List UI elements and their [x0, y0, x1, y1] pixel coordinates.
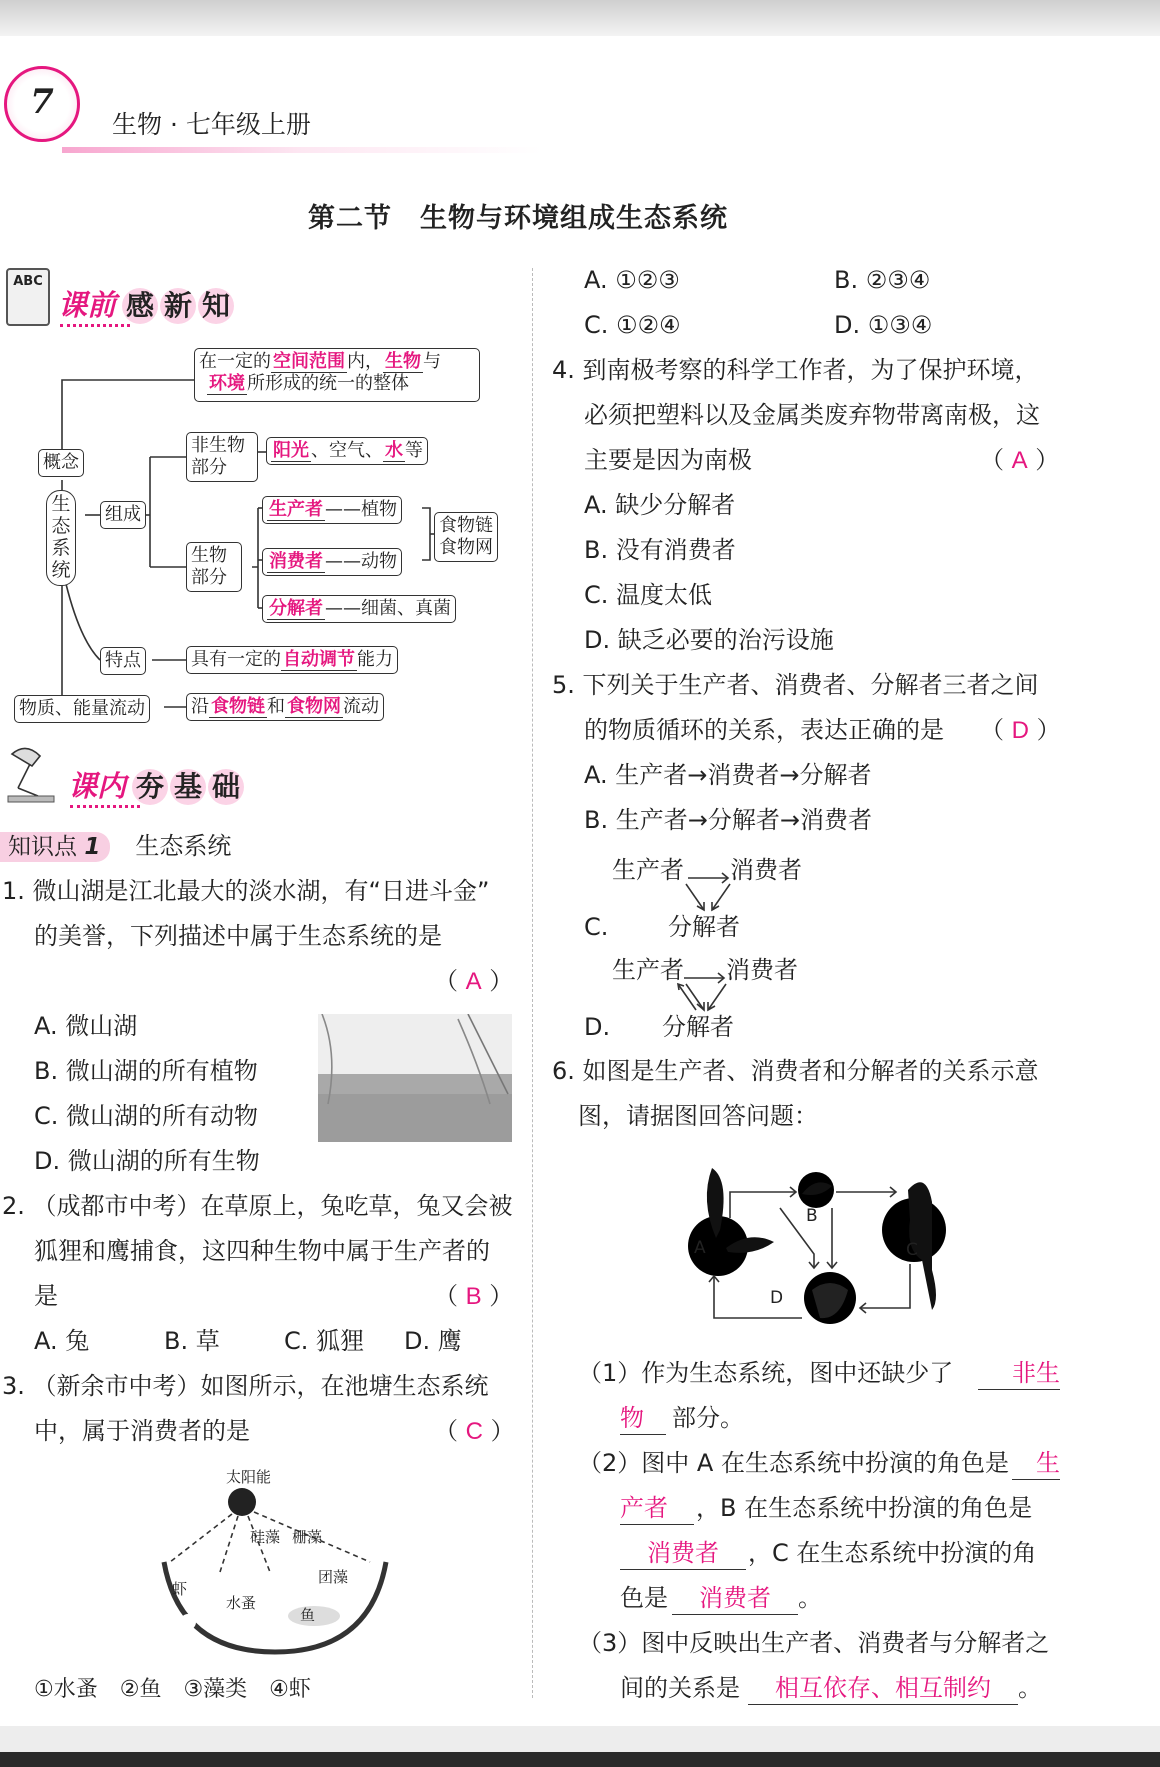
- banner-preview-a: 课前: [58, 288, 117, 322]
- q5d-decomposer: 分解者: [662, 1013, 734, 1041]
- map-root-label: 生态系统: [51, 493, 71, 581]
- pond-label-daphnia: 水蚤: [226, 1594, 257, 1612]
- map-flow-blank2: 食物网: [287, 696, 341, 717]
- map-root: [46, 490, 76, 586]
- q4-line3: 主要是因为南极: [584, 446, 752, 474]
- map-feature-2: 能力: [357, 649, 393, 670]
- q5d-arrows: [676, 968, 736, 1018]
- q6-p2-ans2: [620, 1493, 694, 1525]
- q1-line1: 1. 微山湖是江北最大的淡水湖，有“日进斗金”: [2, 877, 490, 905]
- q3-answer-letter: C: [465, 1418, 483, 1445]
- banner-class-dots: [70, 805, 140, 808]
- q5-answer-letter: D: [1011, 717, 1029, 744]
- q6-p2-ans1: [1012, 1448, 1060, 1480]
- map-chain: 食物链: [439, 515, 493, 536]
- pond-label-a1: 硅藻: [250, 1528, 281, 1546]
- map-abiotic: [186, 432, 258, 482]
- map-biotic: [186, 542, 242, 592]
- q3-choice-b: B. ②③④: [834, 266, 931, 294]
- q6-p1b: 部分。: [672, 1404, 744, 1432]
- q4-answer: （ A ）: [980, 446, 1060, 474]
- q6-p2e: 。: [798, 1584, 822, 1612]
- q6-p2c: ，C 在生态系统中扮演的角: [748, 1539, 1037, 1567]
- banner-class: [68, 764, 246, 805]
- q4-option-c: C. 温度太低: [584, 581, 713, 609]
- pond-label-sun: 太阳能: [226, 1468, 272, 1486]
- lake-photo: [318, 1014, 512, 1142]
- kp-num: 1: [84, 834, 101, 860]
- q5-line1: 5. 下列关于生产者、消费者、分解者三者之间: [552, 671, 1039, 699]
- map-def-blank3: 环境: [209, 373, 245, 394]
- q6-p1-ans1-text: 非生: [1012, 1360, 1060, 1387]
- map-feature-desc: [186, 646, 398, 674]
- map-def-4: 所形成的统一的整体: [247, 373, 409, 394]
- map-concept: 概念: [38, 449, 84, 477]
- map-flow: 物质、能量流动: [14, 695, 150, 723]
- q6-fig-label-b: B: [806, 1206, 818, 1226]
- q6-p1a: （1）作为生态系统，图中还缺少了: [578, 1359, 954, 1387]
- map-flow-mid: 和: [267, 696, 285, 717]
- map-abiotic-label: 非生物部分: [191, 435, 245, 478]
- map-def-2: 内，: [347, 351, 383, 372]
- banner-class-a: 课内: [68, 769, 127, 803]
- map-def-box: [194, 348, 480, 402]
- map-flow-1: 沿: [191, 696, 209, 717]
- q4-line1: 4. 到南极考察的科学工作者，为了保护环境，: [552, 356, 1039, 384]
- banner-preview-b3: 知: [198, 288, 234, 324]
- q5-option-c: C.: [584, 913, 609, 941]
- banner-class-b3: 础: [208, 769, 244, 805]
- q3-answer: （ C ）: [434, 1417, 515, 1445]
- q6-p3b: 间的关系是: [620, 1674, 740, 1702]
- map-abiotic-blank1: 阳光: [273, 440, 309, 461]
- q4-answer-letter: A: [1011, 447, 1028, 474]
- q2-line2: 狐狸和鹰捕食，这四种生物中属于生产者的: [34, 1237, 490, 1265]
- q6-p2d: 色是: [620, 1584, 668, 1612]
- q6-p1-ans2: [620, 1403, 666, 1435]
- map-abiotic-mid: 、空气、: [311, 440, 383, 461]
- q5c-decomposer: 分解者: [668, 913, 740, 941]
- banner-preview-b1: 感: [122, 288, 158, 324]
- q6-p2-ans3-text: 消费者: [647, 1540, 719, 1567]
- q6-p3-ans-text: 相互依存、相互制约: [775, 1675, 991, 1702]
- lamp-icon: [4, 742, 60, 804]
- q6-fig-label-d: D: [770, 1288, 784, 1308]
- q6-p2-ans4-text: 消费者: [699, 1585, 771, 1612]
- q5-answer: （ D ）: [980, 716, 1061, 744]
- map-def-1: 在一定的: [199, 351, 271, 372]
- q6-line2: 图，请据图回答问题：: [578, 1102, 818, 1130]
- q6-p1-ans2-text: 物: [620, 1405, 644, 1432]
- q2-option-d: D. 鹰: [404, 1327, 462, 1355]
- q5c-consumer: 消费者: [730, 856, 802, 884]
- map-def-blank2: 生物: [385, 351, 421, 372]
- q5c-producer: 生产者: [612, 856, 684, 884]
- knowledge-point: [0, 826, 231, 861]
- section-title: 第二节 生物与环境组成生态系统: [308, 203, 728, 234]
- banner-class-b1: 夯: [132, 769, 168, 805]
- map-consumer-label: 消费者: [269, 551, 323, 572]
- map-web: 食物网: [439, 537, 493, 558]
- map-abiotic-blank2: 水: [385, 440, 403, 461]
- q1-option-d: D. 微山湖的所有生物: [34, 1147, 260, 1175]
- q6-p1-ans1: [978, 1358, 1060, 1390]
- map-composition: 组成: [100, 501, 146, 529]
- banner-preview-b2: 新: [160, 288, 196, 324]
- q6-p2-ans4: [672, 1583, 798, 1615]
- q6-p2-ans3: [620, 1538, 746, 1570]
- q6-p2b: ，B 在生态系统中扮演的角色是: [696, 1494, 1033, 1522]
- map-flow-blank1: 食物链: [211, 696, 265, 717]
- q4-line2: 必须把塑料以及金属类废弃物带离南极，这: [584, 401, 1040, 429]
- q1-answer-letter: A: [465, 968, 482, 995]
- map-feature: 特点: [100, 647, 146, 675]
- map-producer-label: 生产者: [269, 499, 323, 520]
- q2-option-a: A. 兔: [34, 1327, 90, 1355]
- q6-p2-ans2-text: 产者: [620, 1495, 668, 1522]
- q1-option-c: C. 微山湖的所有动物: [34, 1102, 259, 1130]
- q6-p3c: 。: [1018, 1674, 1042, 1702]
- q5d-producer: 生产者: [612, 956, 684, 984]
- q6-fig-label-c: C: [906, 1240, 918, 1260]
- q3-choice-d: D. ①③④: [834, 311, 933, 339]
- pond-label-shrimp: 虾: [172, 1580, 188, 1598]
- q4-option-d: D. 缺乏必要的治污设施: [584, 626, 834, 654]
- q3-line1: 3. （新余市中考）如图所示，在池塘生态系统: [2, 1372, 489, 1400]
- q5d-consumer: 消费者: [726, 956, 798, 984]
- bottom-bar: [0, 1752, 1160, 1767]
- map-def-3: 与: [423, 351, 441, 372]
- q5c-arrows: [680, 868, 740, 918]
- pond-label-a2: 栅藻: [292, 1528, 323, 1546]
- q6-p2-ans1-text: 生: [1036, 1450, 1060, 1477]
- map-chain-web: [434, 512, 498, 562]
- q5-option-d: D.: [584, 1013, 611, 1041]
- q3-line2: 中，属于消费者的是: [34, 1417, 250, 1445]
- map-consumer: [262, 548, 402, 576]
- map-decomposer-ex: ——细菌、真菌: [325, 598, 451, 619]
- banner-class-b2: 基: [170, 769, 206, 805]
- q2-option-c: C. 狐狸: [284, 1327, 365, 1355]
- q6-line1: 6. 如图是生产者、消费者和分解者的关系示意: [552, 1057, 1039, 1085]
- q2-line1: 2. （成都市中考）在草原上，兔吃草，兔又会被: [2, 1192, 513, 1220]
- q3-options: ①水蚤 ②鱼 ③藻类 ④虾: [34, 1677, 311, 1702]
- q6-p3-ans: [748, 1673, 1018, 1705]
- q1-option-a: A. 微山湖: [34, 1012, 138, 1040]
- pond-label-fish: 鱼: [300, 1606, 316, 1624]
- map-producer: [262, 496, 402, 524]
- q2-option-b: B. 草: [164, 1327, 220, 1355]
- map-feature-1: 具有一定的: [191, 649, 281, 670]
- map-feature-blank: 自动调节: [283, 649, 355, 670]
- q2-answer: （ B ）: [434, 1282, 514, 1310]
- kp-label: 知识点: [8, 834, 77, 860]
- pond-figure: [150, 1462, 400, 1662]
- abc-label: ABC: [13, 274, 43, 289]
- map-decomposer-label: 分解者: [269, 598, 323, 619]
- map-decomposer: [262, 595, 456, 623]
- map-abiotic-items: [266, 437, 428, 465]
- q2-line3: 是: [34, 1282, 58, 1310]
- map-flow-desc: [186, 693, 384, 721]
- page-number: 7: [30, 82, 54, 122]
- q5-option-a: A. 生产者→消费者→分解者: [584, 761, 872, 789]
- q6-fig-label-a: A: [694, 1238, 706, 1258]
- q6-p2a: （2）图中 A 在生态系统中扮演的角色是: [578, 1449, 1009, 1477]
- q3-choice-c: C. ①②④: [584, 311, 681, 339]
- q2-answer-letter: B: [465, 1283, 482, 1310]
- kp-title: 生态系统: [135, 832, 232, 860]
- book-title: 生物 · 七年级上册: [112, 110, 311, 139]
- map-producer-ex: ——植物: [325, 499, 397, 520]
- map-biotic-label: 生物部分: [191, 545, 227, 588]
- kp-tag: [0, 832, 110, 862]
- q4-option-b: B. 没有消费者: [584, 536, 736, 564]
- q6-figure: [670, 1150, 970, 1340]
- q1-answer: （ A ）: [434, 967, 514, 995]
- q5-line2: 的物质循环的关系，表达正确的是: [584, 716, 944, 744]
- q5-option-b: B. 生产者→分解者→消费者: [584, 806, 872, 834]
- map-abiotic-end: 等: [405, 440, 423, 461]
- map-def-blank1: 空间范围: [273, 351, 345, 372]
- q1-line2: 的美誉，下列描述中属于生态系统的是: [34, 922, 442, 950]
- q1-option-b: B. 微山湖的所有植物: [34, 1057, 258, 1085]
- pond-label-a3: 团藻: [318, 1568, 349, 1586]
- q4-option-a: A. 缺少分解者: [584, 491, 736, 519]
- q6-p3a: （3）图中反映出生产者、消费者与分解者之: [578, 1629, 1050, 1657]
- map-flow-end: 流动: [343, 696, 379, 717]
- map-consumer-ex: ——动物: [325, 551, 397, 572]
- q3-choice-a: A. ①②③: [584, 266, 680, 294]
